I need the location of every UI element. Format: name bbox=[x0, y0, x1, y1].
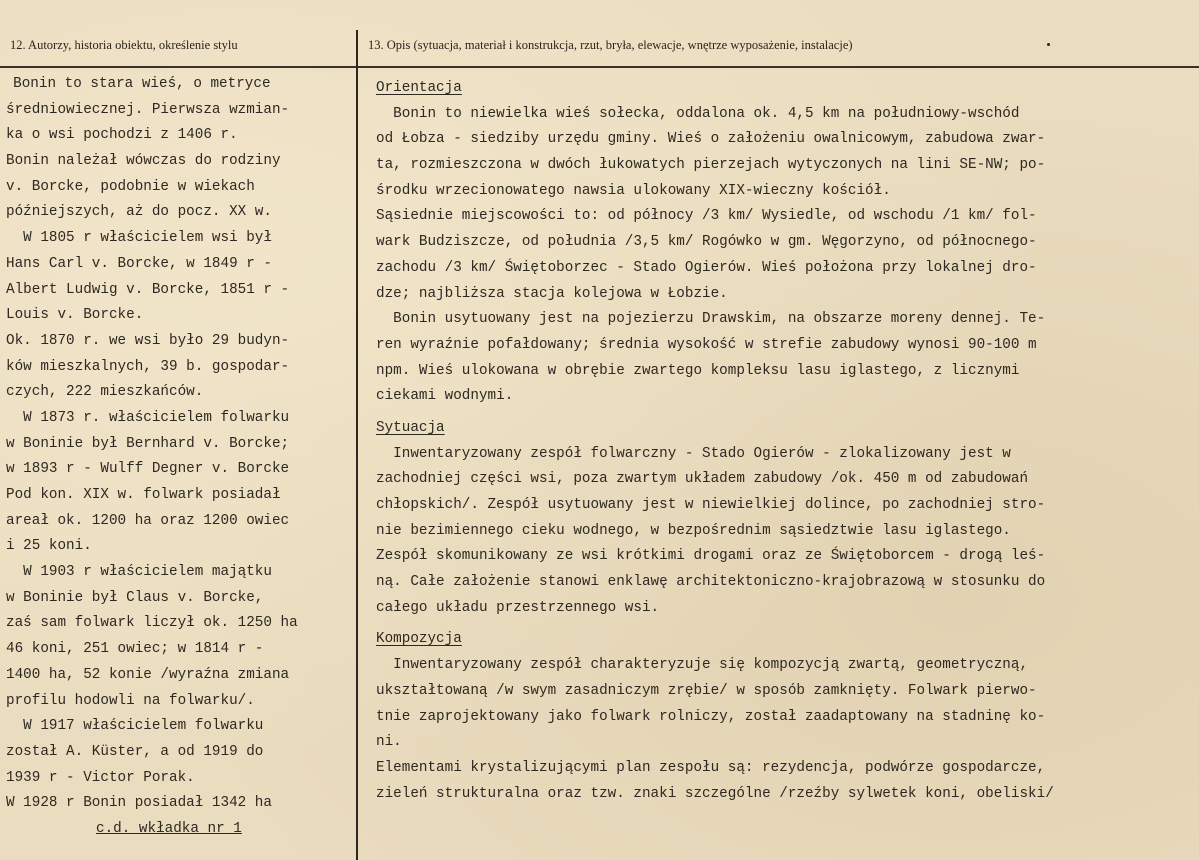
description-line: Inwentaryzowany zespół folwarczny - Stado Ogierów - zlokalizowany jest w bbox=[376, 445, 1011, 462]
history-line: Louis v. Borcke. bbox=[6, 307, 144, 324]
history-line: został A. Küster, a od 1919 do bbox=[6, 743, 264, 760]
history-line: czych, 222 mieszkańców. bbox=[6, 384, 204, 401]
history-line: w 1893 r - Wulff Degner v. Borcke bbox=[6, 461, 290, 478]
history-line: v. Borcke, podobnie w wiekach bbox=[6, 178, 255, 195]
continuation-note-row bbox=[6, 817, 352, 843]
history-line: w Boninie był Bernhard v. Borcke; bbox=[6, 435, 290, 452]
history-line: w Boninie był Claus v. Borcke, bbox=[6, 589, 264, 606]
history-line: W 1928 r Bonin posiadał 1342 ha bbox=[6, 795, 272, 812]
section-heading-row bbox=[376, 627, 1194, 653]
history-line: W 1805 r właścicielem wsi był bbox=[6, 230, 272, 247]
history-line: Pod kon. XIX w. folwark posiadał bbox=[6, 487, 281, 503]
description-line: chłopskich/. Zespół usytuowany jest w niewielkiej dolince, po zachodniej stro- bbox=[376, 497, 1046, 513]
description-line: wark Budziszcze, od południa /3,5 km/ Rogówko w gm. Węgorzyno, od północnego- bbox=[376, 234, 1037, 251]
history-line: Bonin to stara wieś, o metryce bbox=[6, 76, 271, 92]
history-line: 46 koni, 251 owiec; w 1814 r - bbox=[6, 641, 264, 658]
history-line: W 1873 r. właścicielem folwarku bbox=[6, 409, 290, 426]
description-line: Bonin usytuowany jest na pojezierzu Drawskim, na obszarze moreny dennej. Te- bbox=[376, 311, 1046, 328]
history-line: średniowiecznej. Pierwsza wzmian- bbox=[6, 101, 290, 118]
description-line: ta, rozmieszczona w dwóch łukowatych pierzejach wytyczonych na lini SE-NW; po- bbox=[376, 157, 1046, 174]
description-line: od Łobza - siedziby urzędu gminy. Wieś o założeniu owalnicowym, zabudowa zwar- bbox=[376, 131, 1046, 148]
continuation-note: c.d. wkładka nr 1 bbox=[96, 820, 242, 837]
history-line: areał ok. 1200 ha oraz 1200 owiec bbox=[6, 512, 290, 529]
description-line: ną. Całe założenie stanowi enklawę architektoniczno-krajobrazową w stosunku do bbox=[376, 574, 1046, 591]
history-line: Albert Ludwig v. Borcke, 1851 r - bbox=[6, 281, 290, 298]
history-line: ka o wsi pochodzi z 1406 r. bbox=[6, 127, 238, 144]
section-heading: Kompozycja bbox=[376, 631, 462, 648]
section-13-label: 13. Opis (sytuacja, materiał i konstrukcja, rzut, bryła, elewacje, wnętrze wyposażenie, instalacje) bbox=[368, 38, 853, 52]
description-column bbox=[376, 76, 1194, 807]
section-heading: Sytuacja bbox=[376, 419, 445, 436]
description-line: Zespół skomunikowany ze wsi krótkimi drogami oraz ze Świętoborcem - drogą leś- bbox=[376, 548, 1046, 565]
description-line: dze; najbliższa stacja kolejowa w Łobzie. bbox=[376, 285, 728, 302]
description-line: zieleń strukturalna oraz tzw. znaki szczególne /rzeźby sylwetek koni, obeliski/ bbox=[376, 785, 1054, 802]
description-line: Elementami krystalizującymi plan zespołu są: rezydencja, podwórze gospodarcze, bbox=[376, 759, 1046, 776]
description-line: Inwentaryzowany zespół charakteryzuje się kompozycją zwartą, geometryczną, bbox=[376, 657, 1029, 674]
history-line: Bonin należał wówczas do rodziny bbox=[6, 153, 281, 170]
history-line: ków mieszkalnych, 39 b. gospodar- bbox=[6, 358, 290, 375]
description-line: całego układu przestrzennego wsi. bbox=[376, 599, 660, 616]
description-line: Sąsiednie miejscowości to: od północy /3 km/ Wysiedle, od wschodu /1 km/ fol- bbox=[376, 208, 1037, 225]
description-line: zachodu /3 km/ Świętoborzec - Stado Ogierów. Wieś położona przy lokalnej dro- bbox=[376, 259, 1037, 276]
history-line: i 25 koni. bbox=[6, 538, 92, 555]
history-line: Ok. 1870 r. we wsi było 29 budyn- bbox=[6, 332, 290, 349]
section-heading-row bbox=[376, 76, 1194, 102]
description-line: nie bezimiennego cieku wodnego, w bezpośrednim sąsiedztwie lasu iglastego. bbox=[376, 522, 1011, 539]
header-rule bbox=[0, 66, 1199, 68]
description-line: Bonin to niewielka wieś sołecka, oddalona ok. 4,5 km na południowy-wschód bbox=[376, 105, 1020, 122]
section-heading-row bbox=[376, 416, 1194, 442]
description-line: środku wrzecionowatego nawsia ulokowany XIX-wieczny kościół. bbox=[376, 182, 891, 199]
section-heading: Orientacja bbox=[376, 80, 462, 96]
history-line: W 1917 właścicielem folwarku bbox=[6, 718, 264, 735]
history-line: profilu hodowli na folwarku/. bbox=[6, 692, 255, 709]
ink-dot bbox=[1047, 43, 1050, 46]
history-line: zaś sam folwark liczył ok. 1250 ha bbox=[6, 615, 298, 632]
description-line: ukształtowaną /w swym zasadniczym zrębie/ w sposób zamknięty. Folwark pierwo- bbox=[376, 682, 1037, 699]
history-column bbox=[6, 72, 352, 843]
description-line: ciekami wodnymi. bbox=[376, 388, 514, 405]
description-line: zachodniej części wsi, poza zwartym układem zabudowy /ok. 450 m od zabudowań bbox=[376, 471, 1029, 488]
column-divider bbox=[356, 30, 358, 860]
history-line: 1939 r - Victor Porak. bbox=[6, 769, 195, 786]
section-12-label: 12. Autorzy, historia obiektu, określenie stylu bbox=[10, 38, 238, 52]
description-line: tnie zaprojektowany jako folwark rolniczy, został zaadaptowany na stadninę ko- bbox=[376, 708, 1046, 725]
history-line: Hans Carl v. Borcke, w 1849 r - bbox=[6, 255, 272, 272]
history-line: 1400 ha, 52 konie /wyraźna zmiana bbox=[6, 666, 290, 683]
description-line: npm. Wieś ulokowana w obrębie zwartego kompleksu lasu iglastego, z licznymi bbox=[376, 362, 1020, 379]
history-line: późniejszych, aż do pocz. XX w. bbox=[6, 204, 272, 221]
description-line: ren wyraźnie pofałdowany; średnia wysokość w strefie zabudowy wynosi 90-100 m bbox=[376, 336, 1037, 353]
history-line: W 1903 r właścicielem majątku bbox=[6, 564, 272, 581]
description-line: ni. bbox=[376, 734, 402, 751]
